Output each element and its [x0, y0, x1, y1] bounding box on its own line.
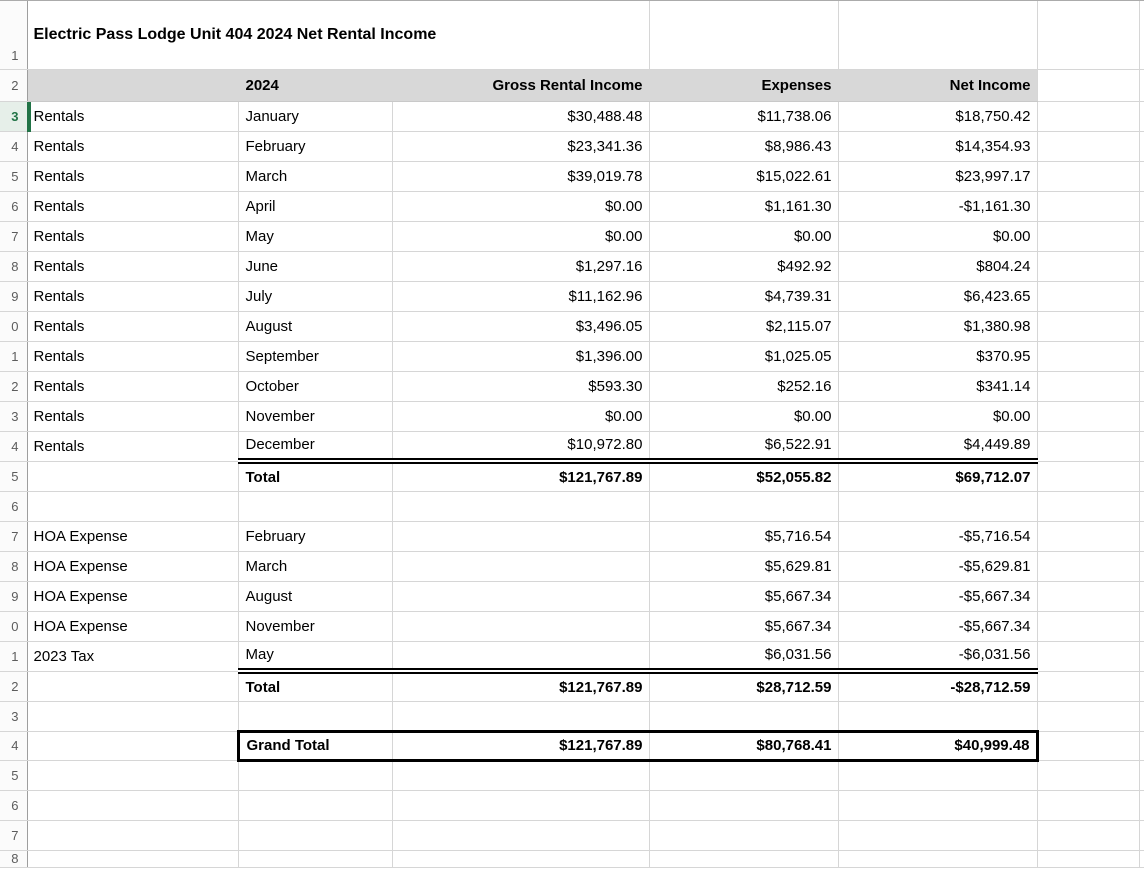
cell-D10[interactable]: $2,115.07: [649, 311, 838, 341]
cell-G7[interactable]: [1139, 221, 1144, 251]
cell-A15[interactable]: [27, 461, 238, 491]
cell-D28[interactable]: [649, 850, 838, 867]
sheet-row-5: [0, 161, 1144, 191]
cell-B19[interactable]: August: [238, 581, 392, 611]
cell-G13[interactable]: [1139, 401, 1144, 431]
row-header-7[interactable]: 7: [0, 221, 27, 251]
cell-D18[interactable]: $5,629.81: [649, 551, 838, 581]
cell-E1[interactable]: [838, 1, 1037, 69]
cell-B13[interactable]: November: [238, 401, 392, 431]
cell-B15[interactable]: Total: [238, 461, 392, 491]
row-header-26[interactable]: 6: [0, 790, 27, 820]
cell-E2[interactable]: Net Income: [838, 69, 1037, 101]
cell-F26[interactable]: [1037, 790, 1139, 820]
cell-C17[interactable]: [392, 521, 649, 551]
cell-E21[interactable]: -$6,031.56: [838, 641, 1037, 671]
cell-F3[interactable]: [1037, 101, 1139, 131]
cell-C19[interactable]: [392, 581, 649, 611]
sheet-grid: [0, 1, 1144, 868]
row-header-22[interactable]: 2: [0, 671, 27, 701]
sheet-row-28: [0, 850, 1144, 867]
cell-F27[interactable]: [1037, 820, 1139, 850]
cell-E11[interactable]: $370.95: [838, 341, 1037, 371]
cell-E15[interactable]: $69,712.07: [838, 461, 1037, 491]
cell-D5[interactable]: $15,022.61: [649, 161, 838, 191]
row-header-15[interactable]: 5: [0, 461, 27, 491]
cell-B25[interactable]: [238, 760, 392, 790]
cell-G8[interactable]: [1139, 251, 1144, 281]
cell-C2[interactable]: Gross Rental Income: [392, 69, 649, 101]
cell-B21[interactable]: May: [238, 641, 392, 671]
cell-G6[interactable]: [1139, 191, 1144, 221]
cell-C14[interactable]: $10,972.80: [392, 431, 649, 461]
cell-B4[interactable]: February: [238, 131, 392, 161]
cell-E3[interactable]: $18,750.42: [838, 101, 1037, 131]
sheet-row-15: [0, 461, 1144, 491]
cell-B28[interactable]: [238, 850, 392, 867]
cell-F14[interactable]: [1037, 431, 1139, 461]
cell-E10[interactable]: $1,380.98: [838, 311, 1037, 341]
cell-G16[interactable]: [1139, 491, 1144, 521]
cell-E24[interactable]: $40,999.48: [838, 731, 1037, 760]
sheet-row-24: [0, 731, 1144, 760]
cell-B24[interactable]: Grand Total: [238, 731, 392, 760]
cell-F18[interactable]: [1037, 551, 1139, 581]
row-header-16[interactable]: 6: [0, 491, 27, 521]
cell-E4[interactable]: $14,354.93: [838, 131, 1037, 161]
cell-G18[interactable]: [1139, 551, 1144, 581]
cell-C18[interactable]: [392, 551, 649, 581]
row-header-21[interactable]: 1: [0, 641, 27, 671]
cell-F11[interactable]: [1037, 341, 1139, 371]
cell-A6[interactable]: Rentals: [27, 191, 238, 221]
cell-G22[interactable]: [1139, 671, 1144, 701]
cell-E17[interactable]: -$5,716.54: [838, 521, 1037, 551]
cell-G17[interactable]: [1139, 521, 1144, 551]
cell-G19[interactable]: [1139, 581, 1144, 611]
cell-C23[interactable]: [392, 701, 649, 731]
cell-F22[interactable]: [1037, 671, 1139, 701]
cell-F9[interactable]: [1037, 281, 1139, 311]
cell-B11[interactable]: September: [238, 341, 392, 371]
cell-G1[interactable]: [1139, 1, 1144, 69]
cell-E8[interactable]: $804.24: [838, 251, 1037, 281]
cell-F1[interactable]: [1037, 1, 1139, 69]
cell-B22[interactable]: Total: [238, 671, 392, 701]
cell-D11[interactable]: $1,025.05: [649, 341, 838, 371]
cell-B16[interactable]: [238, 491, 392, 521]
cell-B12[interactable]: October: [238, 371, 392, 401]
row-header-2[interactable]: 2: [0, 69, 27, 101]
cell-G10[interactable]: [1139, 311, 1144, 341]
cell-C28[interactable]: [392, 850, 649, 867]
cell-E9[interactable]: $6,423.65: [838, 281, 1037, 311]
row-header-3[interactable]: 3: [0, 101, 27, 131]
cell-A12[interactable]: Rentals: [27, 371, 238, 401]
cell-A1[interactable]: Electric Pass Lodge Unit 404 2024 Net Rental Income: [27, 1, 649, 69]
cell-D21[interactable]: $6,031.56: [649, 641, 838, 671]
cell-D23[interactable]: [649, 701, 838, 731]
cell-G2[interactable]: [1139, 69, 1144, 101]
cell-E13[interactable]: $0.00: [838, 401, 1037, 431]
cell-E14[interactable]: $4,449.89: [838, 431, 1037, 461]
sheet-row-25: [0, 760, 1144, 790]
row-header-1[interactable]: 1: [0, 1, 27, 69]
cell-D8[interactable]: $492.92: [649, 251, 838, 281]
cell-F2[interactable]: [1037, 69, 1139, 101]
cell-A13[interactable]: Rentals: [27, 401, 238, 431]
cell-G5[interactable]: [1139, 161, 1144, 191]
cell-D19[interactable]: $5,667.34: [649, 581, 838, 611]
cell-E26[interactable]: [838, 790, 1037, 820]
row-header-18[interactable]: 8: [0, 551, 27, 581]
cell-A4[interactable]: Rentals: [27, 131, 238, 161]
cell-D7[interactable]: $0.00: [649, 221, 838, 251]
sheet-row-17: [0, 521, 1144, 551]
sheet-row-14: [0, 431, 1144, 461]
cell-A27[interactable]: [27, 820, 238, 850]
cell-E19[interactable]: -$5,667.34: [838, 581, 1037, 611]
cell-E25[interactable]: [838, 760, 1037, 790]
cell-D14[interactable]: $6,522.91: [649, 431, 838, 461]
cell-G28[interactable]: [1139, 850, 1144, 867]
sheet-row-10: [0, 311, 1144, 341]
cell-G11[interactable]: [1139, 341, 1144, 371]
cell-E7[interactable]: $0.00: [838, 221, 1037, 251]
cell-C9[interactable]: $11,162.96: [392, 281, 649, 311]
cell-C5[interactable]: $39,019.78: [392, 161, 649, 191]
cell-D3[interactable]: $11,738.06: [649, 101, 838, 131]
cell-F10[interactable]: [1037, 311, 1139, 341]
row-header-10[interactable]: 0: [0, 311, 27, 341]
cell-F8[interactable]: [1037, 251, 1139, 281]
cell-B18[interactable]: March: [238, 551, 392, 581]
cell-E20[interactable]: -$5,667.34: [838, 611, 1037, 641]
sheet-row-18: [0, 551, 1144, 581]
sheet-row-23: [0, 701, 1144, 731]
active-row-indicator: [27, 102, 31, 132]
cell-F4[interactable]: [1037, 131, 1139, 161]
cell-B26[interactable]: [238, 790, 392, 820]
cell-D16[interactable]: [649, 491, 838, 521]
cell-D17[interactable]: $5,716.54: [649, 521, 838, 551]
cell-B9[interactable]: July: [238, 281, 392, 311]
cell-F6[interactable]: [1037, 191, 1139, 221]
cell-F16[interactable]: [1037, 491, 1139, 521]
row-header-4[interactable]: 4: [0, 131, 27, 161]
cell-A20[interactable]: HOA Expense: [27, 611, 238, 641]
cell-G9[interactable]: [1139, 281, 1144, 311]
cell-E23[interactable]: [838, 701, 1037, 731]
cell-F17[interactable]: [1037, 521, 1139, 551]
cell-C13[interactable]: $0.00: [392, 401, 649, 431]
sheet-row-26: [0, 790, 1144, 820]
cell-G26[interactable]: [1139, 790, 1144, 820]
sheet-row-22: [0, 671, 1144, 701]
cell-A25[interactable]: [27, 760, 238, 790]
cell-A28[interactable]: [27, 850, 238, 867]
sheet-row-20: [0, 611, 1144, 641]
cell-G3[interactable]: [1139, 101, 1144, 131]
cell-G20[interactable]: [1139, 611, 1144, 641]
sheet-row-8: [0, 251, 1144, 281]
sheet-row-2: [0, 69, 1144, 101]
cell-A11[interactable]: Rentals: [27, 341, 238, 371]
cell-B6[interactable]: April: [238, 191, 392, 221]
cell-E18[interactable]: -$5,629.81: [838, 551, 1037, 581]
cell-D12[interactable]: $252.16: [649, 371, 838, 401]
row-header-5[interactable]: 5: [0, 161, 27, 191]
cell-E28[interactable]: [838, 850, 1037, 867]
cell-A18[interactable]: HOA Expense: [27, 551, 238, 581]
cell-B10[interactable]: August: [238, 311, 392, 341]
cell-A3[interactable]: Rentals: [27, 101, 238, 131]
cell-D6[interactable]: $1,161.30: [649, 191, 838, 221]
cell-B27[interactable]: [238, 820, 392, 850]
row-header-24[interactable]: 4: [0, 731, 27, 760]
sheet-row-4: [0, 131, 1144, 161]
sheet-row-11: [0, 341, 1144, 371]
cell-A7[interactable]: Rentals: [27, 221, 238, 251]
cell-C22[interactable]: $121,767.89: [392, 671, 649, 701]
cell-F5[interactable]: [1037, 161, 1139, 191]
row-header-28[interactable]: 8: [0, 850, 27, 867]
cell-E12[interactable]: $341.14: [838, 371, 1037, 401]
cell-F24[interactable]: [1037, 731, 1139, 760]
cell-D1[interactable]: [649, 1, 838, 69]
cell-D4[interactable]: $8,986.43: [649, 131, 838, 161]
row-header-17[interactable]: 7: [0, 521, 27, 551]
cell-A14[interactable]: Rentals: [27, 431, 238, 461]
row-header-11[interactable]: 1: [0, 341, 27, 371]
cell-F7[interactable]: [1037, 221, 1139, 251]
sheet-row-3: [0, 101, 1144, 131]
cell-G27[interactable]: [1139, 820, 1144, 850]
cell-D2[interactable]: Expenses: [649, 69, 838, 101]
cell-F15[interactable]: [1037, 461, 1139, 491]
cell-A2[interactable]: [27, 69, 238, 101]
cell-B7[interactable]: May: [238, 221, 392, 251]
cell-B5[interactable]: March: [238, 161, 392, 191]
cell-G14[interactable]: [1139, 431, 1144, 461]
cell-E22[interactable]: -$28,712.59: [838, 671, 1037, 701]
cell-A24[interactable]: [27, 731, 238, 760]
cell-E27[interactable]: [838, 820, 1037, 850]
cell-C20[interactable]: [392, 611, 649, 641]
cell-C7[interactable]: $0.00: [392, 221, 649, 251]
row-header-27[interactable]: 7: [0, 820, 27, 850]
sheet-row-12: [0, 371, 1144, 401]
cell-C4[interactable]: $23,341.36: [392, 131, 649, 161]
row-header-14[interactable]: 4: [0, 431, 27, 461]
cell-A22[interactable]: [27, 671, 238, 701]
row-header-23[interactable]: 3: [0, 701, 27, 731]
sheet-row-7: [0, 221, 1144, 251]
cell-A8[interactable]: Rentals: [27, 251, 238, 281]
cell-F28[interactable]: [1037, 850, 1139, 867]
cell-C3[interactable]: $30,488.48: [392, 101, 649, 131]
cell-B2[interactable]: 2024: [238, 69, 392, 101]
sheet-row-13: [0, 401, 1144, 431]
row-header-8[interactable]: 8: [0, 251, 27, 281]
sheet-row-16: [0, 491, 1144, 521]
cell-G4[interactable]: [1139, 131, 1144, 161]
cell-C11[interactable]: $1,396.00: [392, 341, 649, 371]
cell-B20[interactable]: November: [238, 611, 392, 641]
cell-C15[interactable]: $121,767.89: [392, 461, 649, 491]
cell-A21[interactable]: 2023 Tax: [27, 641, 238, 671]
cell-B17[interactable]: February: [238, 521, 392, 551]
row-header-25[interactable]: 5: [0, 760, 27, 790]
cell-F19[interactable]: [1037, 581, 1139, 611]
cell-D15[interactable]: $52,055.82: [649, 461, 838, 491]
cell-F13[interactable]: [1037, 401, 1139, 431]
cell-G23[interactable]: [1139, 701, 1144, 731]
cell-C26[interactable]: [392, 790, 649, 820]
cell-C27[interactable]: [392, 820, 649, 850]
row-header-19[interactable]: 9: [0, 581, 27, 611]
sheet-row-6: [0, 191, 1144, 221]
cell-A26[interactable]: [27, 790, 238, 820]
sheet-row-9: [0, 281, 1144, 311]
row-header-12[interactable]: 2: [0, 371, 27, 401]
cell-F21[interactable]: [1037, 641, 1139, 671]
cell-D13[interactable]: $0.00: [649, 401, 838, 431]
cell-B8[interactable]: June: [238, 251, 392, 281]
row-header-9[interactable]: 9: [0, 281, 27, 311]
cell-F12[interactable]: [1037, 371, 1139, 401]
cell-G21[interactable]: [1139, 641, 1144, 671]
cell-A17[interactable]: HOA Expense: [27, 521, 238, 551]
sheet-row-27: [0, 820, 1144, 850]
cell-E5[interactable]: $23,997.17: [838, 161, 1037, 191]
cell-C16[interactable]: [392, 491, 649, 521]
cell-B3[interactable]: January: [238, 101, 392, 131]
cell-F23[interactable]: [1037, 701, 1139, 731]
cell-D24[interactable]: $80,768.41: [649, 731, 838, 760]
sheet-row-19: [0, 581, 1144, 611]
cell-E16[interactable]: [838, 491, 1037, 521]
cell-C21[interactable]: [392, 641, 649, 671]
row-header-6[interactable]: 6: [0, 191, 27, 221]
cell-G12[interactable]: [1139, 371, 1144, 401]
cell-C12[interactable]: $593.30: [392, 371, 649, 401]
sheet-row-21: [0, 641, 1144, 671]
cell-D26[interactable]: [649, 790, 838, 820]
cell-A16[interactable]: [27, 491, 238, 521]
cell-D20[interactable]: $5,667.34: [649, 611, 838, 641]
cell-G15[interactable]: [1139, 461, 1144, 491]
cell-A9[interactable]: Rentals: [27, 281, 238, 311]
cell-C25[interactable]: [392, 760, 649, 790]
cell-A5[interactable]: Rentals: [27, 161, 238, 191]
row-header-20[interactable]: 0: [0, 611, 27, 641]
row-header-13[interactable]: 3: [0, 401, 27, 431]
cell-B14[interactable]: December: [238, 431, 392, 461]
cell-D27[interactable]: [649, 820, 838, 850]
sheet-row-1: [0, 1, 1144, 69]
cell-B23[interactable]: [238, 701, 392, 731]
cell-C10[interactable]: $3,496.05: [392, 311, 649, 341]
cell-A19[interactable]: HOA Expense: [27, 581, 238, 611]
cell-E6[interactable]: -$1,161.30: [838, 191, 1037, 221]
cell-F25[interactable]: [1037, 760, 1139, 790]
cell-F20[interactable]: [1037, 611, 1139, 641]
cell-G25[interactable]: [1139, 760, 1144, 790]
cell-D25[interactable]: [649, 760, 838, 790]
cell-D22[interactable]: $28,712.59: [649, 671, 838, 701]
cell-A23[interactable]: [27, 701, 238, 731]
cell-C24[interactable]: $121,767.89: [392, 731, 649, 760]
cell-G24[interactable]: [1139, 731, 1144, 760]
cell-C6[interactable]: $0.00: [392, 191, 649, 221]
cell-C8[interactable]: $1,297.16: [392, 251, 649, 281]
cell-D9[interactable]: $4,739.31: [649, 281, 838, 311]
cell-A10[interactable]: Rentals: [27, 311, 238, 341]
